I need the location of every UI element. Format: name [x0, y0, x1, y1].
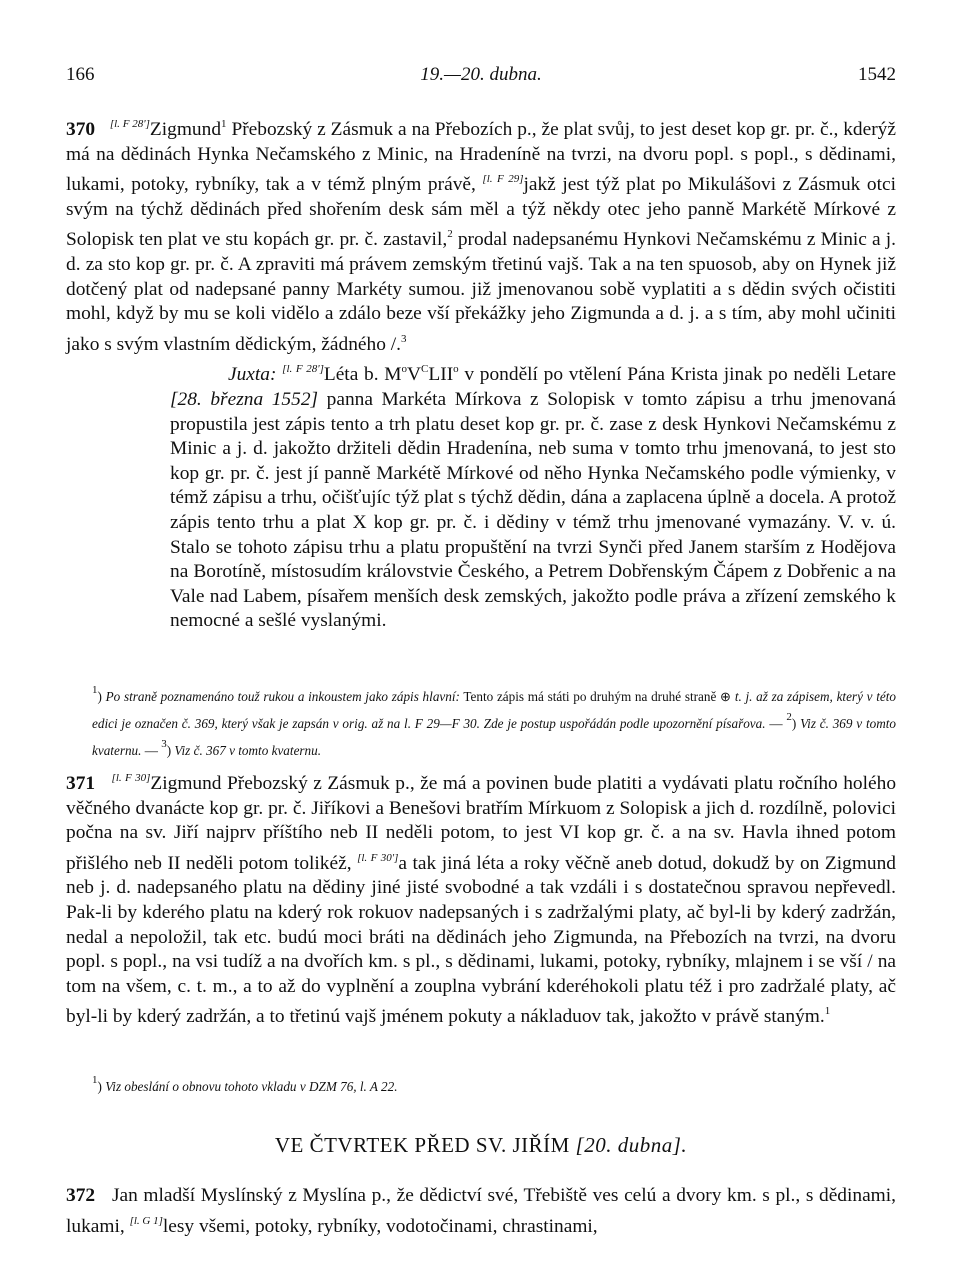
entry-text: Přebozský z Zásmuk a na Přebozích p., že plat svůj, to jest deset kop gr. pr. č., kderýž má na dědinách Hynka Nečamského z Minic, na Hradeníně na tvrzi, na dvoru popl. s popl., s dědinami, lukami, potoky, rybníky, tak a v témž plným právě, — [66, 119, 896, 196]
folio-reference: [l. F 28'] — [282, 363, 324, 376]
entry-371 — [66, 766, 896, 1030]
cross-symbol: ⊕ — [720, 689, 732, 704]
juxta-label: Juxta: — [228, 364, 277, 386]
folio-reference: [l. G 1] — [129, 1214, 163, 1227]
entry-370-body — [66, 112, 896, 357]
footnote-marker: 1 — [221, 118, 227, 130]
entry-number: 370 — [66, 119, 96, 140]
folio-number: 1542 — [858, 64, 896, 85]
footnotes-371 — [66, 1070, 896, 1097]
page-number: 166 — [66, 64, 95, 85]
footnote-marker: 3 — [400, 332, 407, 345]
entry-372-body — [66, 1184, 896, 1239]
entry-text: lesy všemi, potoky, rybníky, vodotočinami, chrastinami, — [162, 1215, 598, 1237]
entry-370 — [66, 112, 896, 634]
running-header — [66, 64, 896, 88]
folio-reference: [l. F 29] — [482, 173, 524, 186]
entry-text: prodal nadepsanému Hynkovi Nečamskému z Minic a j. d. za sto kop gr. pr. č. A zpraviti má právem zemským třetinú vajš. Tak a na ten spuosob, aby on Hynek již dotčený plat od nadepsané panny Markéty sumou. již jmenovanou sobě vyplatiti a s dědin svých očistiti mohl, když by mu se koli vidělo a zdálo beze vší překážky jeho Zigmunda a d. j. a s tím, aby mohl učiniti jako s svým vlastním dědickým, žádného /. — [66, 229, 897, 355]
entry-text: Zigmund — [149, 119, 222, 140]
entry-text: Jan mladší Myslínský z Myslína p., že dědictví své, Třebiště ves celú a dvory km. s pl., s dědinami, lukami, — [66, 1185, 896, 1237]
folio-reference: [l. F 30] — [111, 772, 151, 784]
entry-371-body — [66, 766, 896, 1030]
entry-number: 371 — [66, 773, 96, 794]
entry-text: Zigmund Přebozský z Zásmuk p., že má a povinen bude platiti a vydávati platu ročního holého věčného dvanácte kop gr. pr. č. Jiříkovi a Benešovi bratřím Mírkuom z Solopisk a jich d. rozdílně, polovici počna na sv. Jiří najprv příštího neb II neděli potom, to jest VI kop gr. č. a na sv. Havla ihned potom přišlého neb II neděli potom tolikéž, — [66, 773, 897, 874]
footnote-marker: 2 — [447, 228, 453, 241]
folio-reference: [l. F 30'] — [357, 851, 399, 864]
entry-number: 372 — [66, 1185, 96, 1206]
editorial-date: [28. března 1552] — [170, 388, 319, 410]
entry-text: jakž jest týž plat po Mikulášovi z Zásmuk otci svým na týchž dědinách před shořením desk sám měl a týž někdy otec jeho panně Markétě Mírkové z Solopisk ten plat ve stu kopách gr. pr. č. zastavil, — [66, 174, 896, 251]
header-date: 19.—20. dubna. — [420, 64, 542, 85]
footnote-marker: 1 — [824, 1005, 831, 1018]
entry-372 — [66, 1184, 896, 1239]
footnote-text: $^1$) Po straně poznamenáno touž rukou a inkoustem jako zápis hlavní: Tento zápis má státi po druhým na druhé straně ⊕ t. j. až za zápisem, který v této edici je označen č. 369, který však je zapsán v orig. až na l. F 29—F 30. Zde je postup uspořádán podle upozornění písařova. — $^2$) Viz č. 369 v tomto kvaternu. — $^3$) Viz č. 367 v tomto kvaternu. — [92, 684, 897, 758]
footnote-text: $^1$) Viz obeslání o obnovu tohoto vkladu v DZM 76, l. A 22. — [92, 1074, 398, 1094]
section-heading: VE ČTVRTEK PŘED SV. JIŘÍM [20. dubna]. — [274, 1133, 688, 1157]
juxta-text: Juxta: [l. F 28']Léta b. $M^oV^CLII^o$ v pondělí po vtělení Pána Krista jinak po neděli Letare [28. března 1552] panna Markéta Mírkova z Solopisk v tomto zápisu a trhu jmenovaná propustila jest zápis tento a trh platu deset kop gr. pr. č. zase z desk Hynkovi Nečamskému z Minic a j. d. jakožto držiteli dědin Hradenína, neb suma v tomto trhu jmenovaná, to jest sto kop gr. pr. č. jest jí panně Markétě Mírkové od něho Hynka Nečamského podle výmienky, v témž zápisu a trhu, očišťujíc týž plat s týchž dědin, dána a zaplacena úplně a docela. A protož zápis tento trhu a plat X kop gr. pr. č. i dědiny v témž trhu jmenované vymazány. V. v. ú. Stalo se tohoto zápisu trhu a platu propuštění na tvrzi Synči před Janem starším z Hodějova na Borotíně, místosudím královstvie Českého, a Petrem Dobřenským Čápem z Dobřenic a na Vale nad Labem, písařem menších desk zemských, jakožto podle práva a zřízení zemského k nemocné a sešlé vyslanými. — [170, 363, 897, 632]
entry-text: a tak jiná léta a roky věčně aneb dotud, dokudž by on Zigmund neb j. d. nadepsaného platu na dědiny jiné jisté svobodné a tak vzdáli i s dostatečnou spravou nepřevedl. Pak-li by kderého platu na kderý rok rokuov nadepsaných i s zadržalými platy, ač byl-li by kderý zadržán, nedal a nepoložil, tak etc. budú moci bráti na dědinách jeho Zigmunda, na Přebozích na tvrzi, na dvoru popl. s popl., na vsi tudíž a na dvořích km. s pl., s dědinami, lukami, potoky, rybníky, mlajnem i se vší / na tom na všem, c. t. m., a to až do vyplnění a zouplna vybrání kderéhokoli platu též i pro zadržalé platy, ač byl-li by kderý zadržán, a to třetinú vajš jménem pokuty a nákladuov tak, jakožto v právě staným. — [66, 852, 896, 1028]
juxta-block — [66, 357, 896, 634]
footnotes-370 — [66, 680, 896, 761]
folio-reference: [l. F 28'] — [109, 118, 150, 130]
